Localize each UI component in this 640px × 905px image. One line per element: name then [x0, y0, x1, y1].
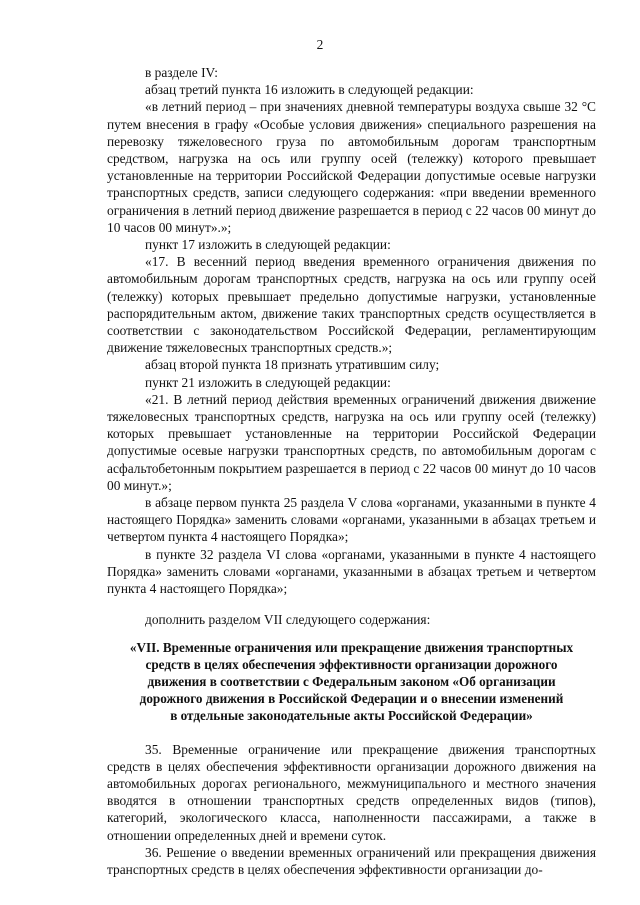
paragraph-supplement: дополнить разделом VII следующего содержания:	[145, 612, 431, 628]
paragraph-item-17-intro: пункт 17 изложить в следующей редакции:	[145, 237, 391, 253]
paragraph-item-35: 35. Временные ограничение или прекращение движения транспортных средств в целях обеспечения эффективности организации дорожного движения на автомобильных дорогах регионального, межмуниципального и местного значения вводятся в отношении транспортных средств определенных видов (типов), категорий, экологического класса, наполненности пассажирами, а также в отношении определенных дней и времени суток.	[107, 741, 596, 843]
page-number: 2	[316, 37, 324, 52]
section-title-line: средств в целях обеспечения эффективности организации дорожного	[145, 656, 558, 672]
paragraph-section-iv: в разделе IV:	[145, 65, 218, 80]
section-title-line: в отдельные законодательные акты Российской Федерации»	[170, 708, 533, 724]
paragraph-item-25: в абзаце первом пункта 25 раздела V слова «органами, указанными в пункте 4 настоящего Порядка» заменить словами «органами, указанными в абзацах третьем и четвертом пункта 4 настоящего Порядка»;	[107, 495, 596, 545]
paragraph-gap	[107, 597, 596, 611]
section-title-line: дорожного движения в Российской Федерации и о внесении изменений	[139, 691, 564, 707]
section-title-line: «VII. Временные ограничения или прекращение движения транспортных	[129, 639, 574, 655]
paragraph-item-21-intro: пункт 21 изложить в следующей редакции:	[145, 374, 391, 390]
document-body	[107, 64, 596, 878]
paragraph-item-36: 36. Решение о введении временных ограничений или прекращения движения транспортных средств в целях обеспечения эффективности организации до-	[107, 844, 596, 877]
paragraph-item-18: абзац второй пункта 18 признать утратившим силу;	[145, 357, 440, 373]
paragraph-item-17-text: «17. В весенний период введения временного ограничения движения по автомобильным дорогам транспортных средств, нагрузка на ось или группу осей (тележку) которых превышает предельно допустимые нагрузки, установленные распорядительным актом, движение таких транспортных средств осуществляется в соответствии с законодательством Российской Федерации, регламентирующим движение тяжеловесных транспортных средств.»;	[107, 254, 596, 356]
section-title-line: движения в соответствии с Федеральным законом «Об организации	[147, 673, 556, 689]
paragraph-item-16-text: «в летний период – при значениях дневной температуры воздуха свыше 32 °С путем внесения в графу «Особые условия движения» специального разрешения на перевозку тяжеловесного груза по автомобильным дорогам транспортным средством, нагрузка на ось или группу осей (тележку) которого превышает установленные на территории Российской Федерации допустимые осевые нагрузки транспортных средств, записи следующего содержания: «при введении временного ограничения в летний период движение разрешается в период с 22 часов 00 минут до 10 часов 00 минут».»;	[107, 99, 596, 235]
section-vii-title	[107, 639, 596, 725]
paragraph-item-21-text: «21. В летний период действия временных ограничений движения движение тяжеловесных транспортных средств, нагрузка на ось или группу осей (тележку) которых превышает установленные на территории Российской Федерации допустимые осевые нагрузки транспортных средств, по автомобильным дорогам с асфальтобетонным покрытием разрешается в период с 22 часов 00 минут до 10 часов 00 минут.»;	[107, 391, 596, 493]
paragraph-item-32: в пункте 32 раздела VI слова «органами, указанными в пункте 4 настоящего Порядка» заменить словами «органами, указанными в абзацах третьем и четвертом пункта 4 настоящего Порядка»;	[107, 546, 596, 597]
paragraph-item-16-intro: абзац третий пункта 16 изложить в следующей редакции:	[145, 82, 474, 98]
